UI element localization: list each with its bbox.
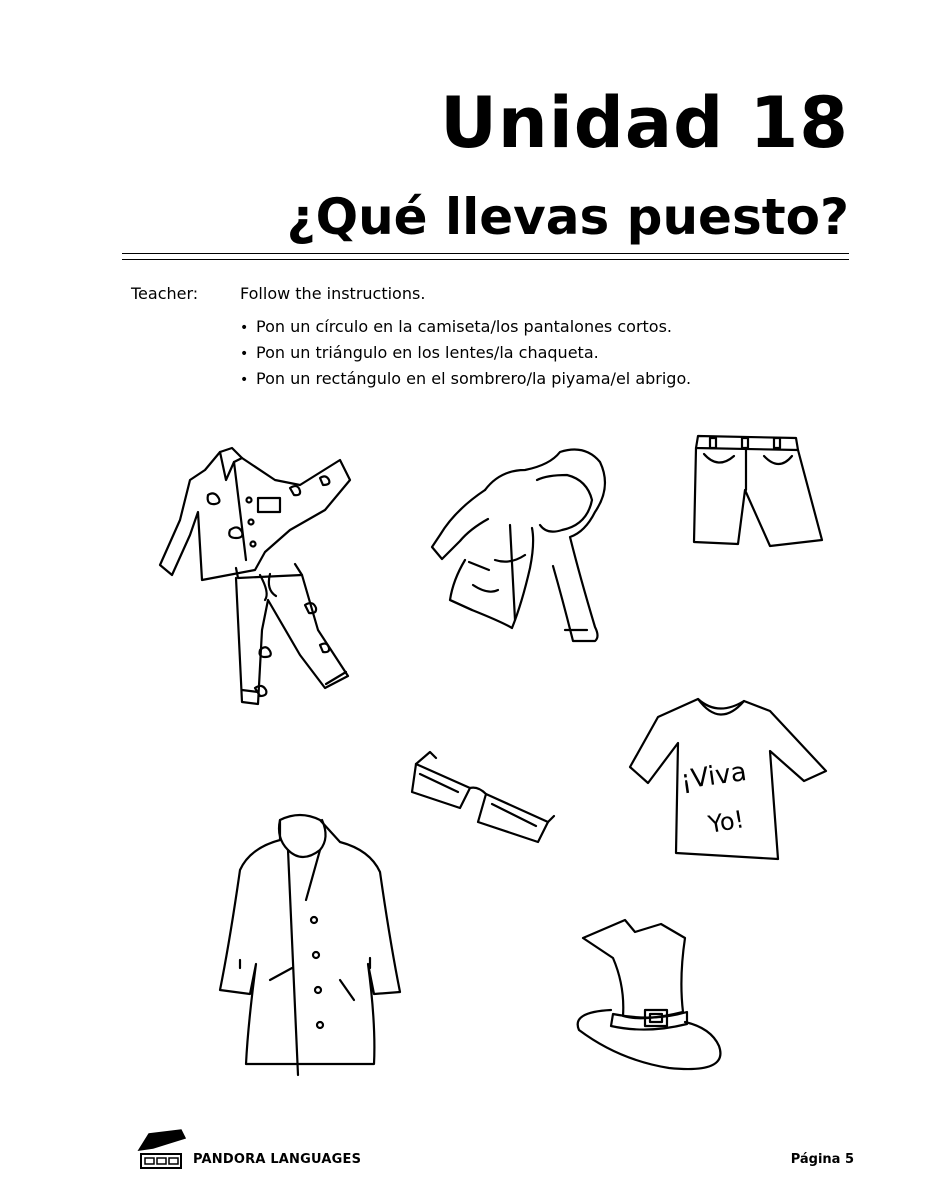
brand-name: PANDORA LANGUAGES	[193, 1152, 362, 1167]
unit-subtitle: ¿Qué llevas puesto?	[286, 188, 849, 246]
tshirt-illustration	[628, 695, 828, 870]
coat-illustration	[210, 810, 400, 1085]
hoodie-jacket-illustration	[425, 450, 625, 650]
unit-title: Unidad 18	[440, 82, 849, 164]
tshirt-slogan-line2: Yo!	[706, 805, 747, 839]
tshirt-slogan-line1: ¡Viva	[678, 757, 749, 796]
title-rule-bottom	[122, 259, 849, 260]
pajamas-illustration	[150, 440, 360, 720]
teacher-label: Teacher:	[131, 284, 199, 303]
instruction-item: • Pon un rectángulo en el sombrero/la piyama/el abrigo.	[240, 369, 691, 395]
title-rule-top	[122, 253, 849, 254]
shorts-illustration	[690, 430, 830, 555]
instructions-heading: Follow the instructions.	[240, 284, 426, 303]
pandora-logo-icon	[135, 1128, 187, 1170]
witch-hat-illustration	[573, 910, 723, 1070]
glasses-illustration	[408, 750, 558, 845]
instruction-item: • Pon un triángulo en los lentes/la chaqueta.	[240, 343, 691, 369]
instruction-list	[240, 317, 691, 395]
page-number: Página 5	[790, 1152, 854, 1167]
instruction-item: • Pon un círculo en la camiseta/los pantalones cortos.	[240, 317, 691, 343]
